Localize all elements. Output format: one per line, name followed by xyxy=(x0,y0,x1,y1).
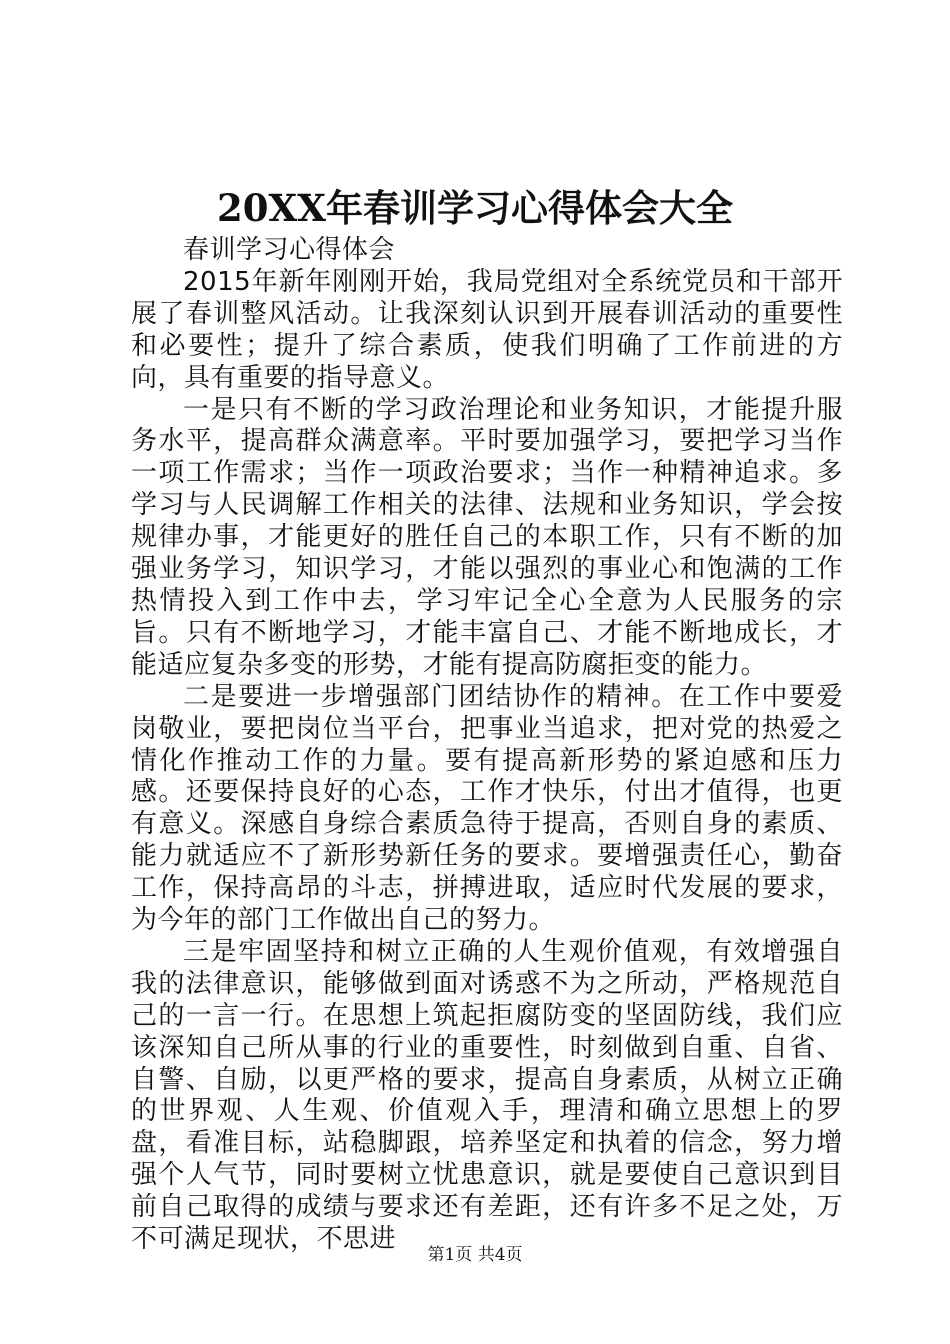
point-two-paragraph: 二是要进一步增强部门团结协作的精神。在工作中要爱岗敬业，要把岗位当平台，把事业当追求，把对党的热爱之情化作推动工作的力量。要有提高新形势的紧迫感和压力感。还要保持良好的心态，工作才快乐，付出才值得，也更有意义。深感自身综合素质急待于提高，否则自身的素质、能力就适应不了新形势新任务的要求。要增强责任心，勤奋工作，保持高昂的斗志，拼搏进取，适应时代发展的要求，为今年的部门工作做出自己的努力。 xyxy=(131,681,843,936)
document-body xyxy=(131,235,843,1256)
page-title: 20XX年春训学习心得体会大全 xyxy=(217,186,733,230)
point-one-paragraph: 一是只有不断的学习政治理论和业务知识，才能提升服务水平，提高群众满意率。平时要加强学习，要把学习当作一项工作需求；当作一项政治要求；当作一种精神追求。多学习与人民调解工作相关的法律、法规和业务知识，学会按规律办事，才能更好的胜任自己的本职工作，只有不断的加强业务学习，知识学习，才能以强烈的事业心和饱满的工作热情投入到工作中去，学习牢记全心全意为人民服务的宗旨。只有不断地学习，才能丰富自己、才能不断地成长，才能适应复杂多变的形势，才能有提高防腐拒变的能力。 xyxy=(131,394,843,680)
intro-paragraph: 2015年新年刚刚开始，我局党组对全系统党员和干部开展了春训整风活动。让我深刻认识到开展春训活动的重要性和必要性；提升了综合素质，使我们明确了工作前进的方向，具有重要的指导意义。 xyxy=(131,266,843,393)
page-number-footer: 第1页 共4页 xyxy=(427,1245,523,1265)
point-three-paragraph: 三是牢固坚持和树立正确的人生观价值观，有效增强自我的法律意识，能够做到面对诱惑不为之所动，严格规范自己的一言一行。在思想上筑起拒腐防变的坚固防线，我们应该深知自己所从事的行业的重要性，时刻做到自重、自省、自警、自励，以更严格的要求，提高自身素质，从树立正确的世界观、人生观、价值观入手，理清和确立思想上的罗盘，看准目标，站稳脚跟，培养坚定和执着的信念，努力增强个人气节，同时要树立忧患意识，就是要使自己意识到目前自己取得的成绩与要求还有差距，还有许多不足之处，万不可满足现状，不思进 xyxy=(131,936,843,1255)
subtitle-paragraph: 春训学习心得体会 xyxy=(183,235,396,265)
